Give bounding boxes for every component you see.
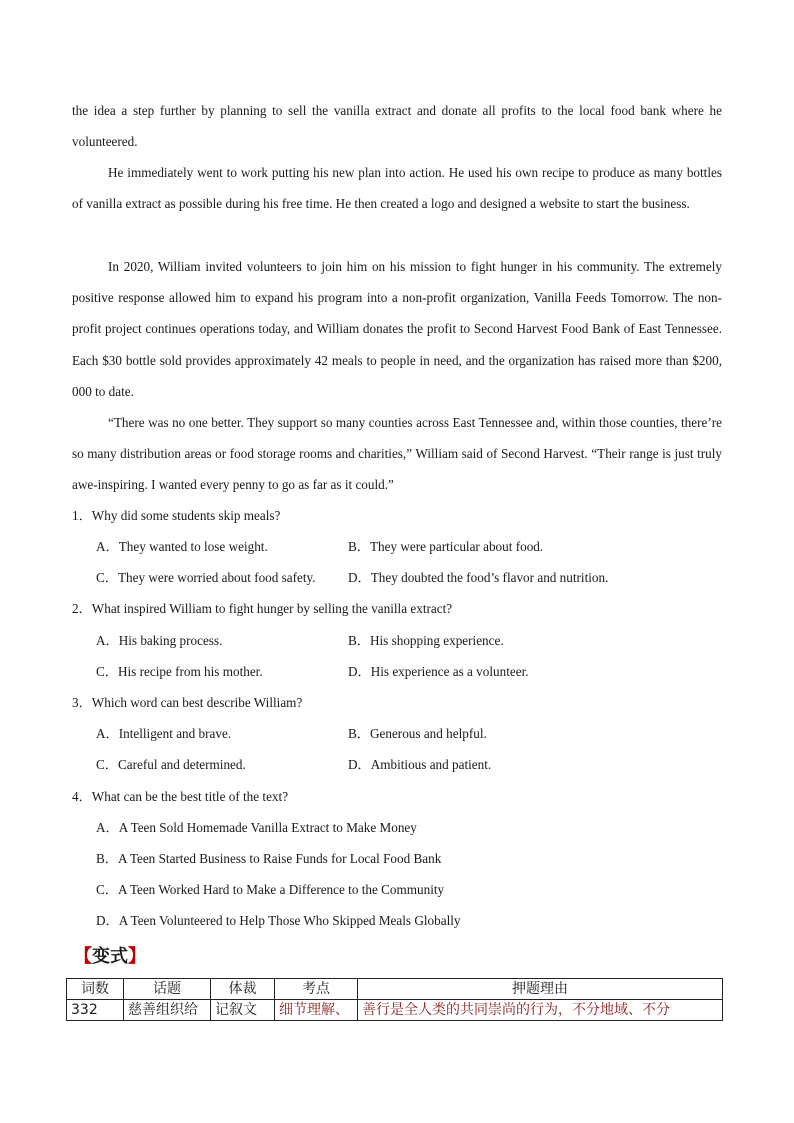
question-option[interactable]: B．His shopping experience. [348,633,504,648]
question-stem: 4．What can be the best title of the text? [72,789,289,804]
question-option[interactable]: B．They were particular about food. [348,539,544,554]
table-header-cell: 体裁 [211,979,275,1000]
question-option[interactable]: A．They wanted to lose weight. [96,539,268,554]
question-option[interactable]: C．They were worried about food safety. [96,570,316,585]
variant-heading [74,945,146,969]
question-option[interactable]: D．His experience as a volunteer. [348,664,529,679]
table-header-cell: 话题 [124,979,211,1000]
question-option[interactable]: C．His recipe from his mother. [96,664,263,679]
table-cell: 慈善组织给 [124,1000,211,1021]
question-option[interactable]: B．Generous and helpful. [348,726,487,741]
table-header-cell: 考点 [275,979,358,1000]
question-option[interactable]: C．Careful and determined. [96,757,246,772]
table-row [67,1000,723,1021]
table-cell: 善行是全人类的共同崇尚的行为，不分地域、不分 [358,1000,723,1021]
variant-title: 变式 [92,946,128,967]
question-option[interactable]: C．A Teen Worked Hard to Make a Difference to the Community [96,882,445,897]
passage-paragraph-1: He immediately went to work putting his new plan into action. He used his own recipe to produce as many bottles of vanilla extract as possible during his free time. He then created a logo and designed a website to start the business. [72,165,722,212]
table-cell: 332 [67,1000,124,1021]
question-option[interactable]: D．They doubted the food’s flavor and nutrition. [348,570,609,585]
table-header-cell: 词数 [67,979,124,1000]
table-header-row [67,979,723,1000]
passage-paragraph-3: “There was no one better. They support so many counties across East Tennessee and, within those counties, there’re so many distribution areas or food storage rooms and charities,” William said of Second Harvest. “Their range is just truly awe-inspiring. I wanted every penny to go as far as it could.” [72,415,722,493]
question-option[interactable]: B．A Teen Started Business to Raise Funds for Local Food Bank [96,851,442,866]
question-stem: 1．Why did some students skip meals? [72,508,281,523]
question-option[interactable]: D．A Teen Volunteered to Help Those Who Skipped Meals Globally [96,913,461,928]
table-header-cell: 押题理由 [358,979,723,1000]
passage-paragraph-0: the idea a step further by planning to sell the vanilla extract and donate all profits to the local food bank where he volunteered. [72,103,722,150]
question-option[interactable]: A．A Teen Sold Homemade Vanilla Extract to Make Money [96,820,417,835]
table-cell: 细节理解、 [275,1000,358,1021]
passage-paragraph-2: In 2020, William invited volunteers to join him on his mission to fight hunger in his community. The extremely positive response allowed him to expand his program into a non-profit organization, Vanilla Feeds Tomorrow. The non-profit project continues operations today, and William donates the profit to Second Harvest Food Bank of East Tennessee. Each $30 bottle sold provides approximately 42 meals to people in need, and the organization has raised more than $200, 000 to date. [72,259,722,399]
info-table [66,978,723,1021]
question-option[interactable]: A．His baking process. [96,633,223,648]
bracket-left: 【 [74,946,92,967]
bracket-right: 】 [128,946,146,967]
question-option[interactable]: D．Ambitious and patient. [348,757,492,772]
question-option[interactable]: A．Intelligent and brave. [96,726,232,741]
table-cell: 记叙文 [211,1000,275,1021]
question-stem: 2．What inspired William to fight hunger by selling the vanilla extract? [72,601,453,616]
question-stem: 3．Which word can best describe William? [72,695,303,710]
